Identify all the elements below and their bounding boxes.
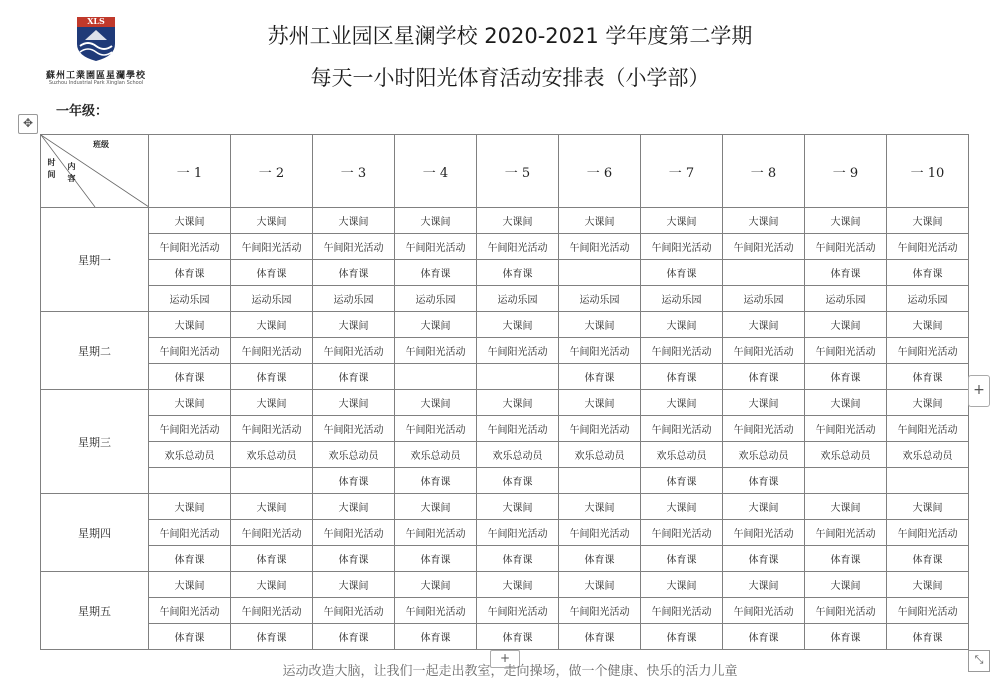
activity-cell: 午间阳光活动: [477, 598, 559, 624]
activity-cell: 运动乐园: [231, 286, 313, 312]
class-header: 一 6: [559, 135, 641, 208]
activity-cell: 午间阳光活动: [723, 416, 805, 442]
activity-cell: 体育课: [887, 546, 969, 572]
logo-chinese-name: 蘇州工業園區星瀾學校: [45, 71, 146, 81]
table-row: [41, 598, 969, 624]
activity-cell: 欢乐总动员: [149, 442, 231, 468]
activity-cell: 大课间: [395, 312, 477, 338]
activity-cell: 午间阳光活动: [477, 520, 559, 546]
table-row: [41, 546, 969, 572]
activity-cell: 欢乐总动员: [231, 442, 313, 468]
activity-cell: 体育课: [313, 546, 395, 572]
activity-cell: 大课间: [723, 494, 805, 520]
table-row: [41, 468, 969, 494]
activity-cell: 午间阳光活动: [805, 520, 887, 546]
activity-cell: 午间阳光活动: [887, 520, 969, 546]
activity-cell: 午间阳光活动: [641, 416, 723, 442]
activity-cell: 午间阳光活动: [641, 338, 723, 364]
activity-cell: 大课间: [313, 494, 395, 520]
activity-cell: 午间阳光活动: [313, 234, 395, 260]
class-header: 一 8: [723, 135, 805, 208]
activity-cell: 午间阳光活动: [641, 520, 723, 546]
class-header: 一 3: [313, 135, 395, 208]
activity-cell: 午间阳光活动: [231, 598, 313, 624]
activity-cell: [231, 468, 313, 494]
corner-time-label: 时间: [47, 158, 56, 179]
activity-cell: 体育课: [805, 546, 887, 572]
activity-cell: 体育课: [641, 260, 723, 286]
activity-cell: 大课间: [395, 494, 477, 520]
activity-cell: 午间阳光活动: [559, 598, 641, 624]
activity-cell: 大课间: [477, 390, 559, 416]
activity-cell: 午间阳光活动: [149, 520, 231, 546]
activity-cell: 体育课: [559, 364, 641, 390]
activity-cell: 大课间: [559, 208, 641, 234]
document-subtitle: 每天一小时阳光体育活动安排表（小学部）: [310, 66, 710, 90]
table-move-handle[interactable]: [18, 114, 38, 134]
activity-cell: 大课间: [641, 572, 723, 598]
activity-cell: 午间阳光活动: [887, 338, 969, 364]
activity-cell: 午间阳光活动: [805, 416, 887, 442]
class-header: 一 7: [641, 135, 723, 208]
activity-cell: 大课间: [641, 494, 723, 520]
activity-cell: 大课间: [641, 312, 723, 338]
activity-cell: 午间阳光活动: [887, 416, 969, 442]
activity-cell: 体育课: [887, 260, 969, 286]
activity-cell: 体育课: [149, 364, 231, 390]
activity-cell: 大课间: [723, 390, 805, 416]
activity-cell: 午间阳光活动: [641, 598, 723, 624]
activity-cell: 体育课: [723, 624, 805, 650]
logo-english-name: Suzhou Industrial Park Xinglan School: [48, 80, 144, 86]
move-icon: ✥: [22, 116, 34, 130]
activity-cell: 午间阳光活动: [313, 520, 395, 546]
school-logo: [40, 16, 152, 86]
activity-cell: 大课间: [395, 390, 477, 416]
activity-cell: 体育课: [805, 624, 887, 650]
activity-cell: 体育课: [231, 624, 313, 650]
activity-cell: 大课间: [477, 312, 559, 338]
activity-cell: [723, 260, 805, 286]
activity-cell: 大课间: [395, 572, 477, 598]
activity-cell: 大课间: [231, 390, 313, 416]
class-header: 一 9: [805, 135, 887, 208]
activity-cell: 体育课: [231, 546, 313, 572]
activity-cell: 大课间: [231, 572, 313, 598]
table-row: [41, 234, 969, 260]
activity-cell: 大课间: [887, 494, 969, 520]
activity-cell: 体育课: [477, 260, 559, 286]
activity-cell: 午间阳光活动: [231, 416, 313, 442]
table-row: [41, 364, 969, 390]
activity-cell: 欢乐总动员: [887, 442, 969, 468]
table-row: [41, 208, 969, 234]
activity-cell: 大课间: [805, 312, 887, 338]
activity-cell: [149, 468, 231, 494]
add-column-button[interactable]: [968, 375, 990, 407]
activity-cell: 运动乐园: [559, 286, 641, 312]
activity-cell: 大课间: [231, 312, 313, 338]
activity-cell: 体育课: [395, 468, 477, 494]
activity-cell: 大课间: [477, 494, 559, 520]
activity-cell: 大课间: [231, 494, 313, 520]
activity-cell: 体育课: [641, 468, 723, 494]
activity-cell: 欢乐总动员: [559, 442, 641, 468]
activity-cell: 午间阳光活动: [723, 598, 805, 624]
activity-cell: 体育课: [723, 468, 805, 494]
activity-cell: 体育课: [313, 260, 395, 286]
activity-cell: 体育课: [805, 364, 887, 390]
activity-cell: 午间阳光活动: [395, 598, 477, 624]
activity-cell: 午间阳光活动: [559, 234, 641, 260]
activity-cell: 大课间: [887, 390, 969, 416]
table-row: [41, 260, 969, 286]
activity-cell: 欢乐总动员: [395, 442, 477, 468]
activity-cell: [805, 468, 887, 494]
header-row: [41, 135, 969, 208]
activity-cell: 大课间: [805, 390, 887, 416]
activity-cell: 体育课: [395, 260, 477, 286]
table-row: [41, 572, 969, 598]
activity-cell: 午间阳光活动: [805, 234, 887, 260]
activity-cell: 体育课: [231, 260, 313, 286]
resize-icon: ⤡: [974, 653, 984, 666]
activity-cell: 午间阳光活动: [149, 416, 231, 442]
activity-cell: 大课间: [559, 494, 641, 520]
plus-icon: +: [973, 382, 985, 398]
activity-cell: 午间阳光活动: [313, 338, 395, 364]
class-header: 一 1: [149, 135, 231, 208]
activity-cell: 午间阳光活动: [149, 234, 231, 260]
activity-cell: 体育课: [313, 624, 395, 650]
activity-cell: 体育课: [149, 624, 231, 650]
table-row: [41, 416, 969, 442]
activity-cell: 大课间: [313, 208, 395, 234]
table-row: [41, 286, 969, 312]
activity-cell: 体育课: [559, 546, 641, 572]
activity-cell: 大课间: [231, 208, 313, 234]
activity-cell: 午间阳光活动: [723, 234, 805, 260]
activity-cell: 体育课: [477, 468, 559, 494]
activity-cell: 午间阳光活动: [559, 520, 641, 546]
activity-cell: [559, 468, 641, 494]
activity-cell: 午间阳光活动: [559, 416, 641, 442]
activity-cell: 大课间: [641, 390, 723, 416]
schedule-table: [40, 134, 969, 650]
activity-cell: 大课间: [559, 572, 641, 598]
activity-cell: 体育课: [395, 624, 477, 650]
schedule-body: [41, 135, 969, 650]
activity-cell: 运动乐园: [723, 286, 805, 312]
activity-cell: 大课间: [887, 312, 969, 338]
activity-cell: 体育课: [313, 364, 395, 390]
activity-cell: 午间阳光活动: [805, 598, 887, 624]
activity-cell: 大课间: [313, 312, 395, 338]
activity-cell: 午间阳光活动: [313, 416, 395, 442]
activity-cell: 体育课: [149, 260, 231, 286]
day-label: 星期三: [41, 390, 149, 494]
table-row: [41, 312, 969, 338]
activity-cell: 大课间: [149, 312, 231, 338]
activity-cell: [887, 468, 969, 494]
table-row: [41, 494, 969, 520]
activity-cell: 体育课: [477, 546, 559, 572]
table-row: [41, 442, 969, 468]
table-row: [41, 520, 969, 546]
grade-label: 一年级：: [56, 104, 109, 119]
activity-cell: 大课间: [641, 208, 723, 234]
activity-cell: 体育课: [641, 546, 723, 572]
activity-cell: 欢乐总动员: [723, 442, 805, 468]
activity-cell: 欢乐总动员: [313, 442, 395, 468]
activity-cell: 午间阳光活动: [641, 234, 723, 260]
corner-content-label: 内容: [67, 162, 76, 183]
activity-cell: 大课间: [887, 208, 969, 234]
activity-cell: 体育课: [723, 364, 805, 390]
table-resize-handle[interactable]: [968, 650, 990, 672]
day-label: 星期一: [41, 208, 149, 312]
activity-cell: 午间阳光活动: [477, 338, 559, 364]
plus-icon: +: [499, 651, 511, 665]
activity-cell: 体育课: [559, 624, 641, 650]
activity-cell: 大课间: [395, 208, 477, 234]
activity-cell: 运动乐园: [395, 286, 477, 312]
activity-cell: 欢乐总动员: [641, 442, 723, 468]
class-header: 一 2: [231, 135, 313, 208]
activity-cell: 欢乐总动员: [805, 442, 887, 468]
activity-cell: 午间阳光活动: [887, 234, 969, 260]
activity-cell: 午间阳光活动: [149, 598, 231, 624]
day-label: 星期五: [41, 572, 149, 650]
activity-cell: 运动乐园: [805, 286, 887, 312]
footer-slogan: 运动改造大脑，让我们一起走出教室，走向操场，做一个健康、快乐的活力儿童: [282, 664, 738, 679]
activity-cell: 欢乐总动员: [477, 442, 559, 468]
activity-cell: 大课间: [149, 208, 231, 234]
class-header: 一 5: [477, 135, 559, 208]
activity-cell: 大课间: [149, 572, 231, 598]
activity-cell: [395, 364, 477, 390]
activity-cell: 大课间: [805, 572, 887, 598]
activity-cell: 午间阳光活动: [149, 338, 231, 364]
activity-cell: 午间阳光活动: [559, 338, 641, 364]
document-title: 苏州工业园区星澜学校 2020-2021 学年度第二学期: [267, 24, 753, 48]
activity-cell: 午间阳光活动: [231, 520, 313, 546]
activity-cell: 大课间: [805, 494, 887, 520]
activity-cell: 大课间: [477, 572, 559, 598]
activity-cell: 午间阳光活动: [477, 234, 559, 260]
activity-cell: 运动乐园: [887, 286, 969, 312]
activity-cell: 午间阳光活动: [231, 234, 313, 260]
activity-cell: 体育课: [231, 364, 313, 390]
corner-class-label: 班级: [93, 140, 109, 149]
activity-cell: 大课间: [559, 390, 641, 416]
activity-cell: 大课间: [887, 572, 969, 598]
activity-cell: 运动乐园: [149, 286, 231, 312]
activity-cell: 运动乐园: [641, 286, 723, 312]
activity-cell: 大课间: [313, 390, 395, 416]
activity-cell: 体育课: [477, 624, 559, 650]
activity-cell: 大课间: [313, 572, 395, 598]
class-header: 一 4: [395, 135, 477, 208]
activity-cell: 大课间: [149, 390, 231, 416]
activity-cell: 午间阳光活动: [395, 520, 477, 546]
activity-cell: 体育课: [313, 468, 395, 494]
activity-cell: 大课间: [805, 208, 887, 234]
activity-cell: 午间阳光活动: [395, 416, 477, 442]
table-corner-cell: [41, 135, 149, 208]
activity-cell: 体育课: [723, 546, 805, 572]
day-label: 星期二: [41, 312, 149, 390]
activity-cell: 体育课: [149, 546, 231, 572]
activity-cell: 午间阳光活动: [887, 598, 969, 624]
activity-cell: 午间阳光活动: [477, 416, 559, 442]
day-label: 星期四: [41, 494, 149, 572]
class-header: 一 10: [887, 135, 969, 208]
activity-cell: 体育课: [887, 624, 969, 650]
activity-cell: 体育课: [641, 624, 723, 650]
activity-cell: 大课间: [477, 208, 559, 234]
activity-cell: [477, 364, 559, 390]
activity-cell: [559, 260, 641, 286]
activity-cell: 体育课: [805, 260, 887, 286]
activity-cell: 运动乐园: [313, 286, 395, 312]
activity-cell: 体育课: [887, 364, 969, 390]
activity-cell: 体育课: [395, 546, 477, 572]
activity-cell: 午间阳光活动: [231, 338, 313, 364]
activity-cell: 大课间: [723, 208, 805, 234]
activity-cell: 体育课: [641, 364, 723, 390]
table-row: [41, 624, 969, 650]
activity-cell: 午间阳光活动: [723, 338, 805, 364]
activity-cell: 午间阳光活动: [805, 338, 887, 364]
table-row: [41, 390, 969, 416]
activity-cell: 午间阳光活动: [395, 338, 477, 364]
table-row: [41, 338, 969, 364]
activity-cell: 大课间: [149, 494, 231, 520]
activity-cell: 大课间: [723, 312, 805, 338]
activity-cell: 大课间: [559, 312, 641, 338]
activity-cell: 午间阳光活动: [395, 234, 477, 260]
activity-cell: 大课间: [723, 572, 805, 598]
activity-cell: 午间阳光活动: [313, 598, 395, 624]
activity-cell: 运动乐园: [477, 286, 559, 312]
activity-cell: 午间阳光活动: [723, 520, 805, 546]
logo-abbr: XLS: [87, 16, 105, 26]
